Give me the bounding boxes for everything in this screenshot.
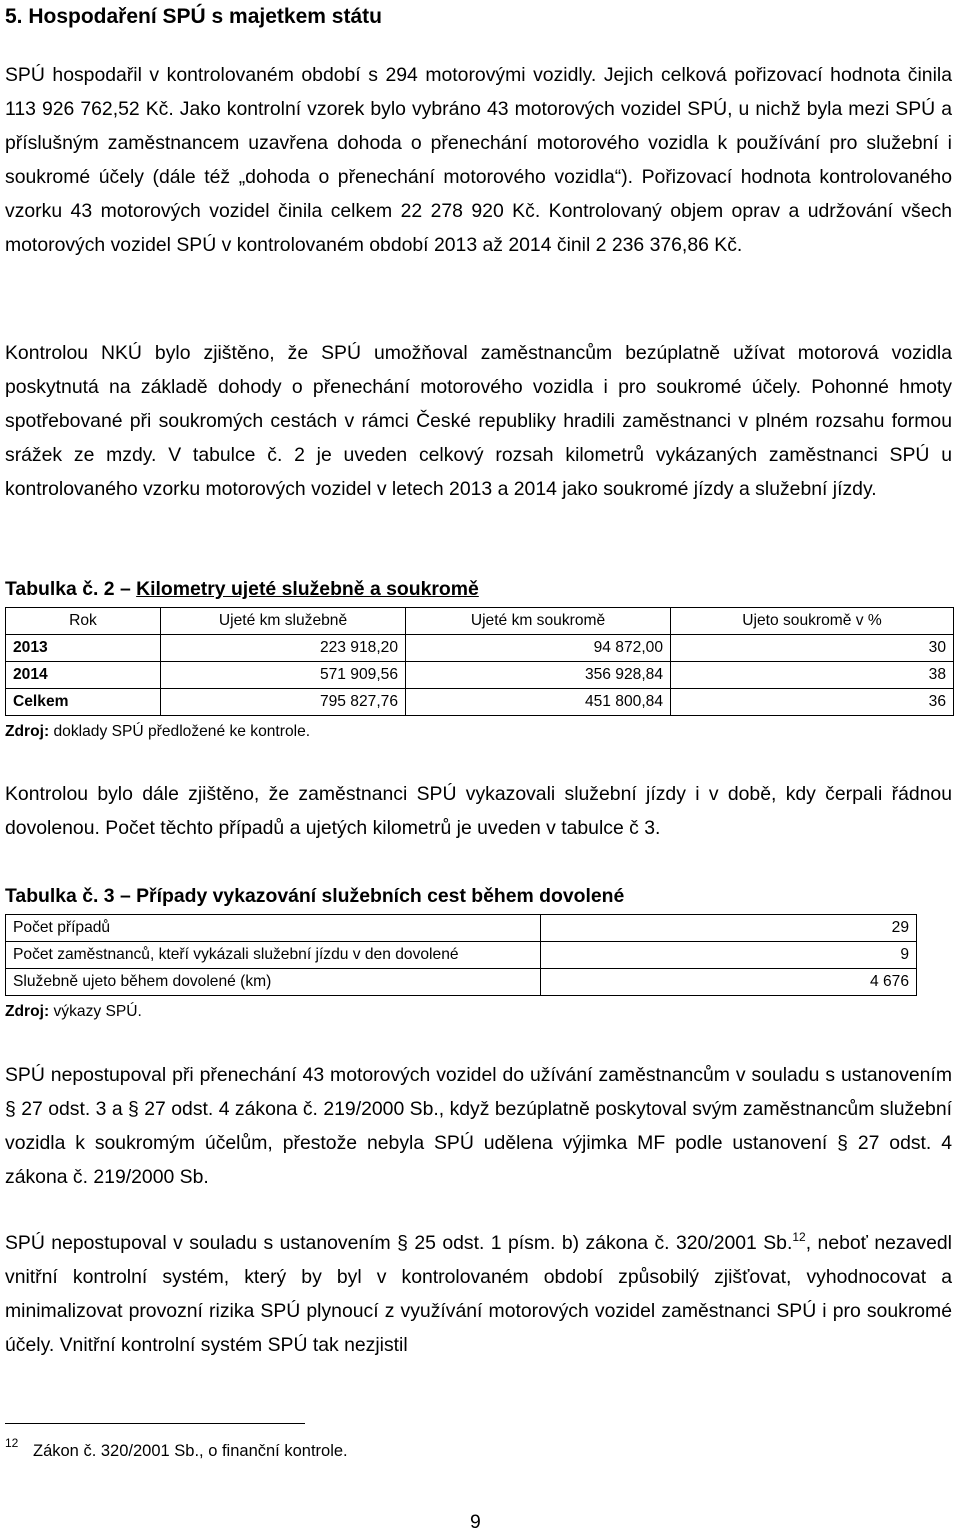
table3-source-text: výkazy SPÚ. <box>49 1003 142 1020</box>
col-header-year: Rok <box>6 608 161 635</box>
cell-year: 2013 <box>6 635 161 662</box>
paragraph-vacation: Kontrolou bylo dále zjištěno, že zaměstnanci SPÚ vykazovali služební jízdy i v době, kdy čerpali řádnou dovolenou. Počet těchto případů a ujetých kilometrů je uveden v tabulce č 3. <box>5 783 952 839</box>
cell-private-percent: 38 <box>671 662 954 689</box>
table3-caption-title: Případy vykazování služebních cest během dovolené <box>136 885 625 907</box>
table-row <box>6 969 917 996</box>
cell-year: Celkem <box>6 689 161 716</box>
footnote-separator <box>5 1423 305 1424</box>
cell-business-km: 223 918,20 <box>161 635 406 662</box>
footnote-text: Zákon č. 320/2001 Sb., o finanční kontrole. <box>33 1442 348 1460</box>
page-number: 9 <box>470 1511 481 1533</box>
cell-business-km: 571 909,56 <box>161 662 406 689</box>
cell-value: 29 <box>541 915 917 942</box>
cell-label: Služebně ujeto během dovolené (km) <box>6 969 541 996</box>
cell-value: 4 676 <box>541 969 917 996</box>
cell-private-km: 94 872,00 <box>406 635 671 662</box>
table-row <box>6 915 917 942</box>
paragraph-vehicles: SPÚ hospodařil v kontrolovaném období s 294 motorovými vozidly. Jejich celková pořizovací hodnota činila 113 926 762,52 Kč. Jako kontrolní vzorek bylo vybráno 43 motorových vozidel SPÚ, u nichž byla mezi SPÚ a příslušným zaměstnancem uzavřena dohoda o přenechání motorového vozidla k používání pro služební i soukromé účely (dále též „dohoda o přenechání motorového vozidla“). Pořizovací hodnota kontrolovaného vzorku 43 motorových vozidel činila celkem 22 278 920 Kč. Kontrolovaný objem oprav a udržování všech motorových vozidel SPÚ v kontrolovaném období 2013 až 2014 činil 2 236 376,86 Kč. <box>5 64 952 256</box>
table2-caption-prefix: Tabulka č. 2 – <box>5 578 137 600</box>
table2-source-text: doklady SPÚ předložené ke kontrole. <box>49 723 311 740</box>
table2-source <box>5 721 310 743</box>
section-heading: 5. Hospodaření SPÚ s majetkem státu <box>5 5 382 28</box>
paragraph-violation: SPÚ nepostupoval při přenechání 43 motorových vozidel do užívání zaměstnancům v souladu s ustanovením § 27 odst. 3 a § 27 odst. 4 zákona č. 219/2000 Sb., když bezúplatně poskytoval svým zaměstnancům služební vozidla k soukromým účelům, přestože nebyla SPÚ udělena výjimka MF podle ustanovení § 27 odst. 4 zákona č. 219/2000 Sb. <box>5 1064 952 1188</box>
cell-value: 9 <box>541 942 917 969</box>
table2-source-label: Zdroj: <box>5 723 50 740</box>
cell-business-km: 795 827,76 <box>161 689 406 716</box>
cell-year: 2014 <box>6 662 161 689</box>
cell-label: Počet případů <box>6 915 541 942</box>
cell-label: Počet zaměstnanců, kteří vykázali služební jízdu v den dovolené <box>6 942 541 969</box>
footnote-reference: 12 <box>792 1230 806 1244</box>
table3-caption <box>5 882 624 910</box>
table-vacation-trips <box>5 914 917 996</box>
table-row <box>6 662 954 689</box>
paragraph-internal-control <box>5 1226 952 1362</box>
table2-caption <box>5 575 479 603</box>
table-row <box>6 942 917 969</box>
cell-private-km: 451 800,84 <box>406 689 671 716</box>
table-row <box>6 689 954 716</box>
footnote-mark: 12 <box>5 1436 19 1450</box>
paragraph-findings: Kontrolou NKÚ bylo zjištěno, že SPÚ umožňoval zaměstnancům bezúplatně užívat motorová vozidla poskytnutá na základě dohody o přenechání motorového vozidla i pro soukromé účely. Pohonné hmoty spotřebované při soukromých cestách v rámci České republiky hradili zaměstnanci v plném rozsahu formou srážek ze mzdy. V tabulce č. 2 je uveden celkový rozsah kilometrů vykázaných zaměstnanci SPÚ u kontrolovaného vzorku motorových vozidel v letech 2013 a 2014 jako soukromé jízdy a služební jízdy. <box>5 342 952 500</box>
table3-source <box>5 1001 142 1023</box>
cell-private-percent: 36 <box>671 689 954 716</box>
table3-caption-prefix: Tabulka č. 3 – <box>5 885 137 907</box>
table-header-row <box>6 608 954 635</box>
paragraph-internal-control-end: , neboť nezavedl vnitřní kontrolní systém, který by byl v kontrolovaném období způsobilý zjišťovat, vyhodnocovat a minimalizovat provozní rizika SPÚ plynoucí z využívání motorových vozidel zaměstnanci SPÚ i pro soukromé účely. Vnitřní kontrolní systém SPÚ tak nezjistil <box>5 1232 952 1356</box>
col-header-business-km: Ujeté km služebně <box>161 608 406 635</box>
table2-caption-title: Kilometry ujeté služebně a soukromě <box>136 578 479 600</box>
table3-source-label: Zdroj: <box>5 1003 50 1020</box>
cell-private-km: 356 928,84 <box>406 662 671 689</box>
paragraph-internal-control-start: SPÚ nepostupoval v souladu s ustanovením § 25 odst. 1 písm. b) zákona č. 320/2001 Sb. <box>5 1232 793 1254</box>
col-header-private-percent: Ujeto soukromě v % <box>671 608 954 635</box>
table-row <box>6 635 954 662</box>
col-header-private-km: Ujeté km soukromě <box>406 608 671 635</box>
table-kilometers <box>5 607 954 716</box>
cell-private-percent: 30 <box>671 635 954 662</box>
